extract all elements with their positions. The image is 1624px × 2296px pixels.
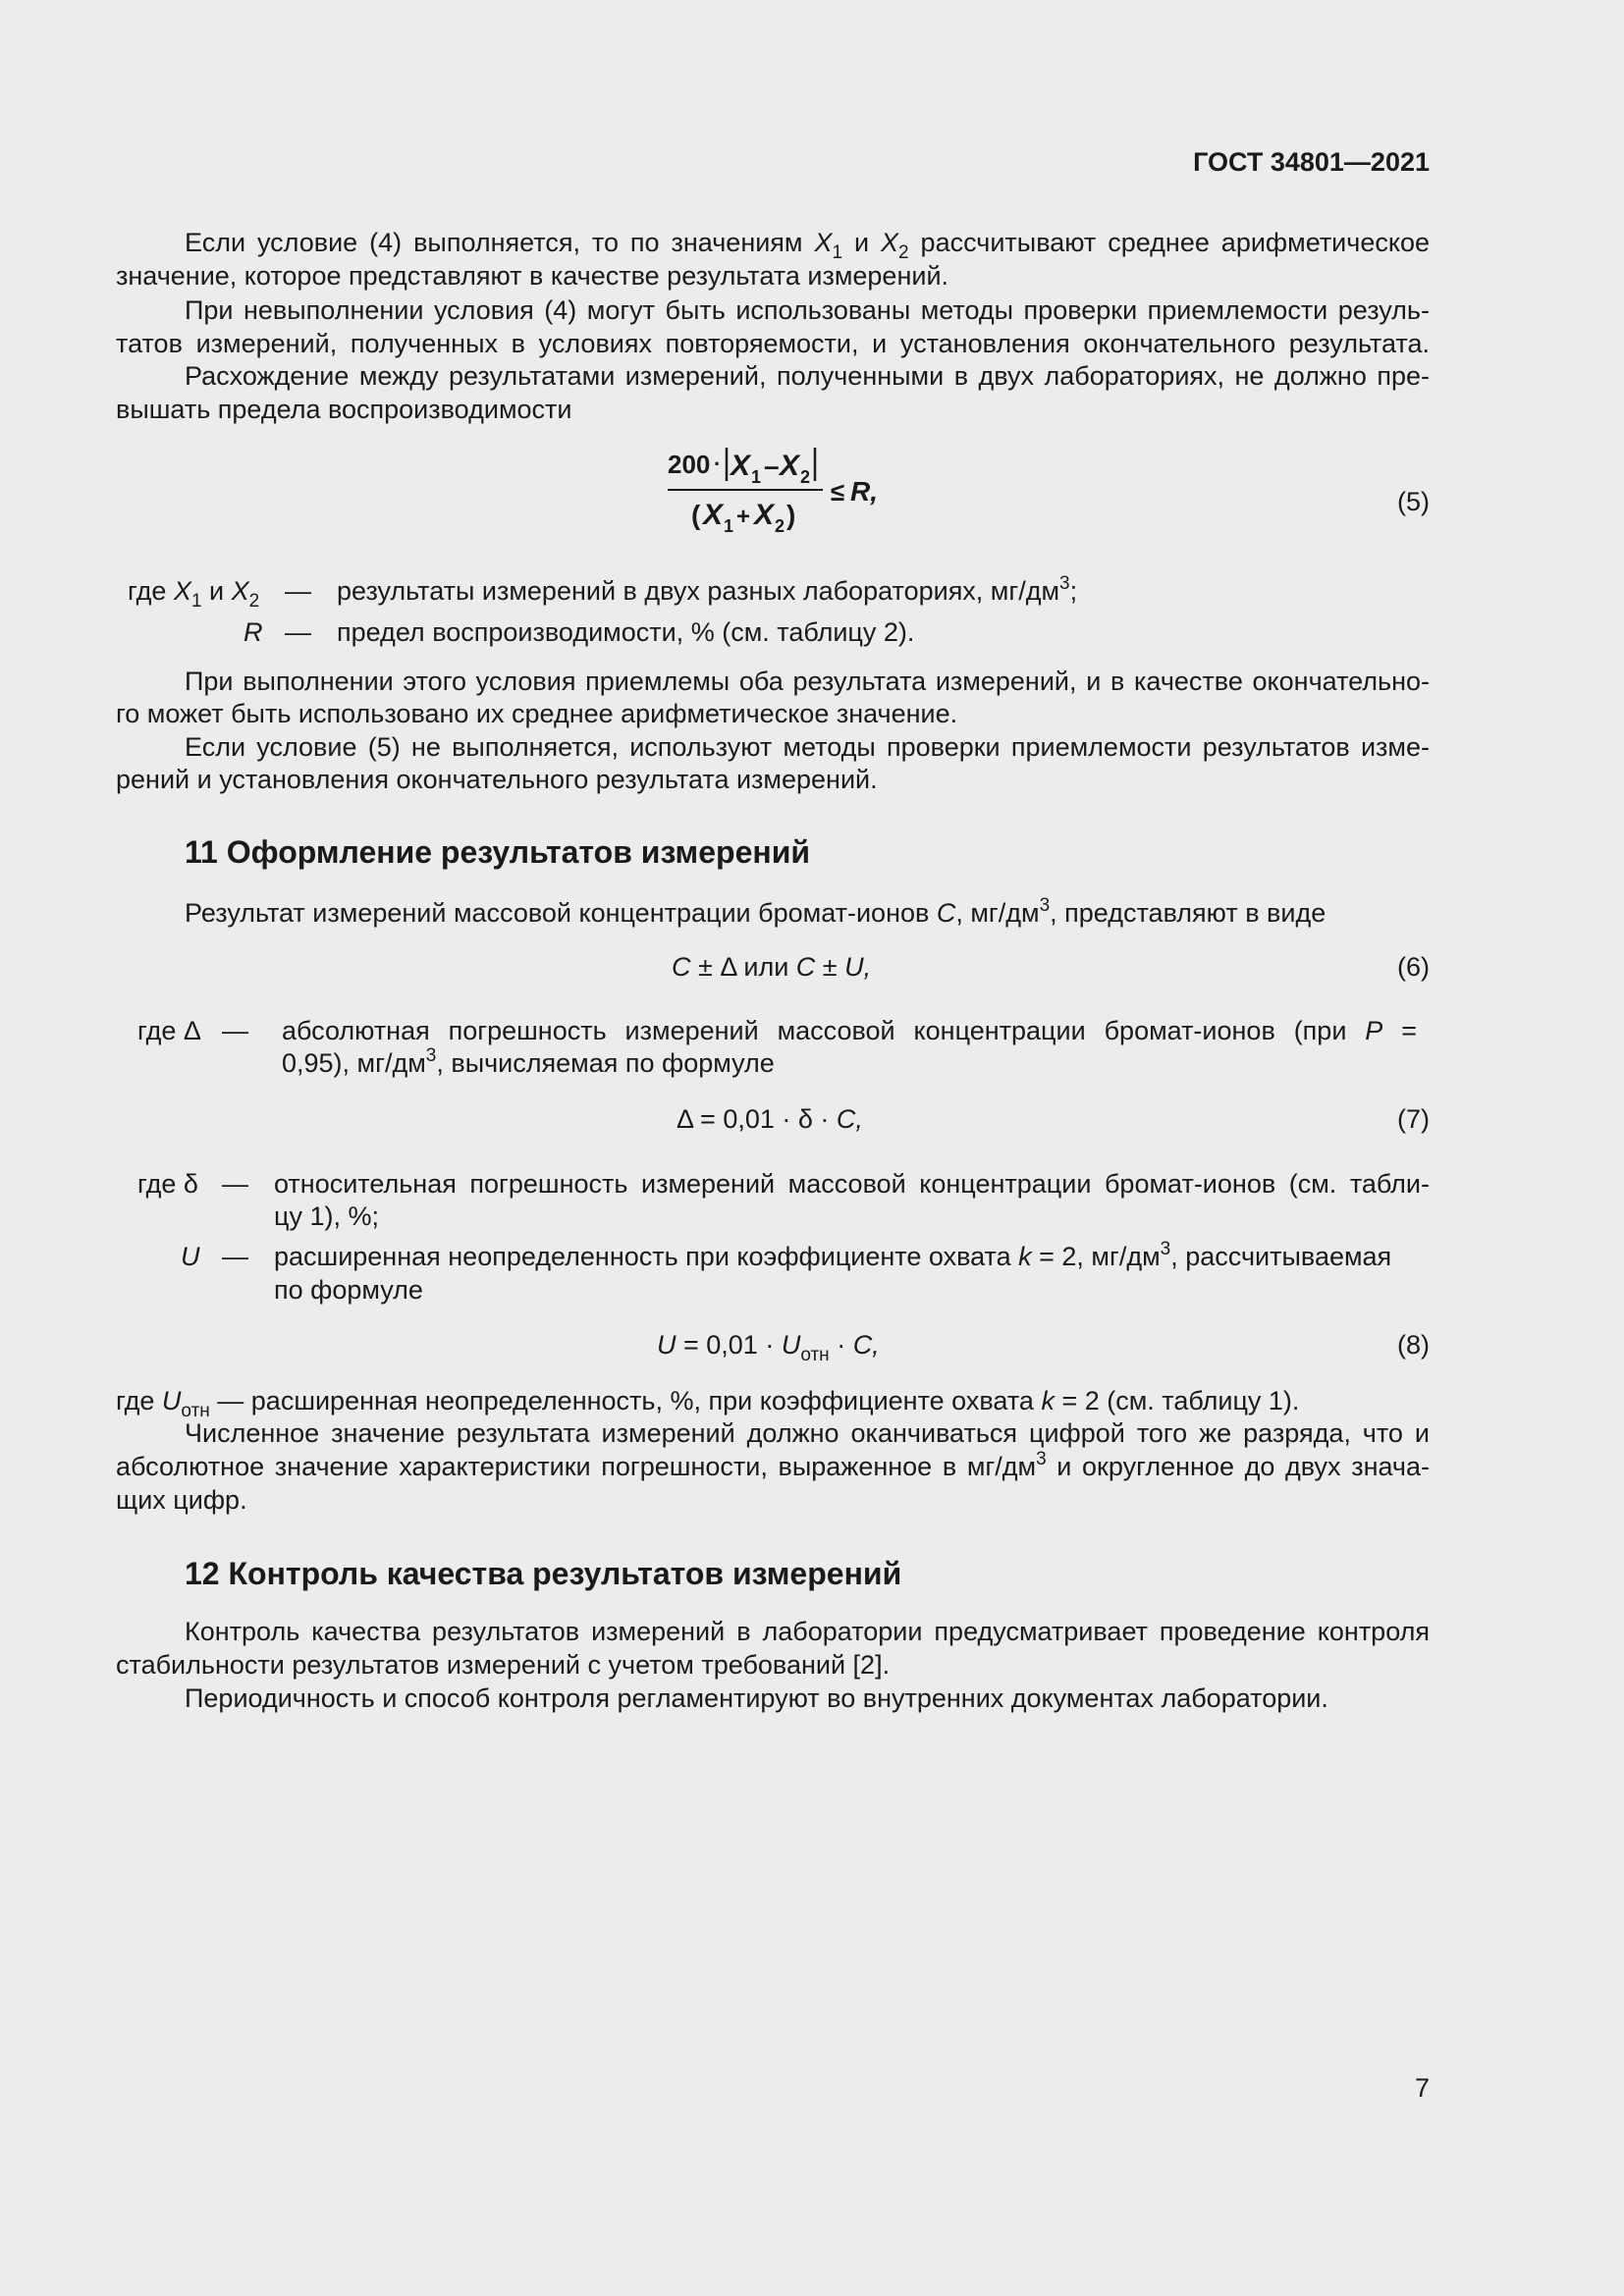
where-symbol: R: [244, 617, 263, 647]
formula-7: Δ = 0,01 · δ · C,: [677, 1104, 863, 1134]
document-number: ГОСТ 34801—2021: [1193, 147, 1430, 177]
formula-number: (7): [1397, 1104, 1430, 1134]
paragraph-line: Если условие (5) не выполняется, используют методы проверки приемлемости результатов изме-: [185, 732, 1430, 762]
svg-text:≤: ≤: [831, 477, 845, 507]
svg-text:X: X: [703, 499, 724, 531]
section-heading: 11 Оформление результатов измерений: [185, 834, 811, 870]
svg-text:200: 200: [668, 450, 711, 479]
svg-text:2: 2: [775, 516, 785, 536]
where-symbol: где δ: [137, 1169, 198, 1199]
paragraph-line: Результат измерений массовой концентрации бромат-ионов C, $мг/дм^3$, представляют в виде: [185, 895, 1326, 928]
paragraph-line: Если условие (4) выполняется, то по значениям $X_1$ и $X_2$ рассчитывают среднее арифметическое: [185, 228, 1430, 263]
where-symbol: U: [181, 1242, 200, 1271]
where-description: предел воспроизводимости, % (см. таблицу 2).: [337, 617, 915, 647]
paragraph-line: Расхождение между результатами измерений, полученными в двух лабораториях, не должно пре-: [185, 361, 1430, 391]
svg-text:): ): [786, 500, 796, 530]
paragraph-line: Периодичность и способ контроля регламентируют во внутренних документах лаборатории.: [185, 1683, 1328, 1713]
where-dash: —: [285, 576, 311, 606]
paragraph-line: где $U_{отн}$ — расширенная неопределенность, %, при коэффициенте охвата k = 2 (см. таблицу 1).: [116, 1386, 1300, 1421]
where-description: расширенная неопределенность при коэффициенте охвата k = 2, $мг/дм^3$, рассчитываемая: [274, 1239, 1392, 1271]
formula-8: $U = 0,01 \cdot U_{отн} \cdot C$,: [657, 1330, 880, 1365]
paragraph-line: вышать предела воспроизводимости: [116, 395, 572, 424]
where-description: относительная погрешность измерений массовой концентрации бромат-ионов (см. табли-: [274, 1169, 1430, 1199]
paragraph-line: го может быть использовано их среднее арифметическое значение.: [116, 699, 958, 728]
page-number: 7: [1414, 2073, 1430, 2103]
svg-text:·: ·: [714, 452, 722, 476]
formula-number: (5): [1397, 487, 1430, 516]
paragraph-line: При невыполнении условия (4) могут быть использованы методы проверки приемлемости резуль-: [185, 295, 1430, 325]
where-dash: —: [222, 1169, 248, 1199]
svg-text:+: +: [736, 504, 751, 530]
svg-text:R,: R,: [850, 476, 878, 507]
formula-number: (6): [1397, 952, 1430, 982]
where-description: по формуле: [274, 1275, 423, 1305]
where-description: цу 1), %;: [274, 1201, 379, 1231]
paragraph-line: абсолютное значение характеристики погрешности, выраженное в $мг/дм^3$ и округленное до двух знача-: [116, 1449, 1430, 1481]
where-description: 0,95), $мг/дм^3$, вычисляемая по формуле: [282, 1045, 775, 1078]
formula-5: [658, 440, 913, 548]
svg-text:1: 1: [751, 467, 762, 487]
formula-6: C ± Δ или C ± U,: [672, 952, 872, 982]
paragraph-line: Численное значение результата измерений должно оканчиваться цифрой того же разряда, что и: [185, 1418, 1430, 1448]
formula-number: (8): [1397, 1330, 1430, 1360]
where-symbol: где $X_1$ и $X_2$: [128, 576, 260, 612]
where-dash: —: [222, 1016, 248, 1045]
svg-text:X: X: [754, 499, 775, 531]
where-description: результаты измерений в двух разных лабораториях, $мг/дм^3$;: [337, 573, 1078, 606]
svg-text:2: 2: [800, 467, 811, 487]
paragraph-line: щих цифр.: [116, 1485, 247, 1515]
svg-text:X: X: [731, 450, 751, 482]
svg-text:X: X: [780, 450, 800, 482]
paragraph-line: стабильности результатов измерений с учетом требований [2].: [116, 1650, 891, 1680]
paragraph-line: значение, которое представляют в качестве результата измерений.: [116, 261, 949, 291]
where-description: абсолютная погрешность измерений массовой концентрации бромат-ионов (при P =: [282, 1016, 1417, 1045]
svg-text:–: –: [764, 451, 780, 481]
where-dash: —: [285, 617, 311, 647]
paragraph-line: Контроль качества результатов измерений в лаборатории предусматривает проведение контроля: [185, 1617, 1430, 1646]
paragraph-line: татов измерений, полученных в условиях повторяемости, и установления окончательного результата.: [116, 329, 1430, 358]
paragraph-line: При выполнении этого условия приемлемы оба результата измерений, и в качестве окончательно-: [185, 667, 1430, 696]
section-heading: 12 Контроль качества результатов измерений: [185, 1556, 902, 1591]
paragraph-line: рений и установления окончательного результата измерений.: [116, 765, 878, 794]
where-dash: —: [222, 1242, 248, 1271]
where-symbol: где Δ: [137, 1016, 201, 1045]
svg-text:(: (: [691, 500, 701, 530]
svg-text:1: 1: [724, 516, 734, 536]
